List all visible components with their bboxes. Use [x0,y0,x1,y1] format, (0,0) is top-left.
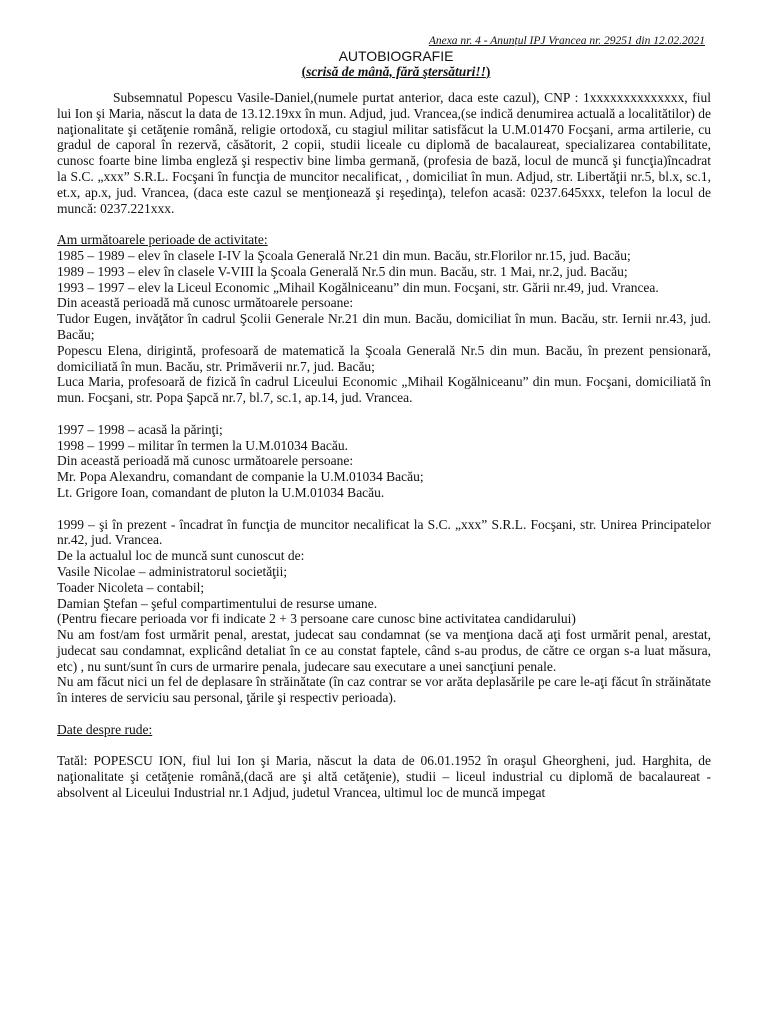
activity-line: Din această perioadă mă cunosc următoarele persoane: [57,295,354,311]
reference-person: Mr. Popa Alexandru, comandant de companie la U.M.01034 Bacău; [57,469,424,485]
activity-line: De la actualul loc de muncă sunt cunoscut de: [57,548,305,564]
spacer [57,406,711,422]
document-subtitle [81,64,711,80]
instruction-note: (Pentru fiecare perioada vor fi indicate 2 + 3 persoane care cunosc bine activitatea candidarului) [57,611,576,627]
activity-line: 1985 – 1989 – elev în clasele I-IV la Şcoala Generală Nr.21 din mun. Bacău, str.Florilor nr.15, jud. Bacău; [57,247,631,263]
annex-reference: Anexa nr. 4 - Anunțul IPJ Vrancea nr. 29251 din 12.02.2021 [428,35,705,47]
spacer [57,216,711,232]
activity-line: 1997 – 1998 – acasă la părinţi; [57,421,223,437]
intro-paragraph: Subsemnatul Popescu Vasile-Daniel,(numele purtat anterior, daca este cazul), CNP : 1xxxxxxxxxxxxxx, fiul lui Ion şi Maria, născut la data de 13.12.19xx în mun. Adjud, jud. Vrancea,(se indică denumirea actuală a localitătilor) de naţionalitate şi cetăţenie română, religie ortodoxă, cu stagiul militar satisfăcut la U.M.01470 Focşani, arma artilerie, cu gradul de caporal în rezervă, căsătorit, 2 copii, studii liceale cu diplomă de bacalaureat, specializarea contabilitate, cunosc foarte bine limba engleză şi respectiv bine limba germană, (profesia de bază, locul de muncă şi funcţia)încadrat la S.C. „xxx” S.R.L. Focşani în funcţia de muncitor necalificat, , domiciliat în mun. Adjud, str. Libertăţii nr.5, bl.x, sc.1, et.x, ap.x, jud. Vrancea, (daca este cazul se menţionează şi reşedinţa), telefon acasă: 0237.645xxx, telefon la locul de muncă: 0237.221xxx. [57,90,711,216]
reference-person: Damian Ştefan – şeful compartimentului de resurse umane. [57,595,378,611]
father-details: Tatăl: POPESCU ION, fiul lui Ion şi Maria, născut la data de 06.01.1952 în oraşul Gheorgheni, jud. Harghita, de naţionalitate şi cetăţenie română,(dacă are şi altă cetăţenie), studii – liceul industrial cu diplomă de bacalaureat - absolvent al Liceului Industrial nr.1 Adjud, judetul Vrancea, ultimul loc de muncă impegat [57,753,711,801]
activity-line: 1998 – 1999 – militar în termen la U.M.01034 Bacău. [57,437,348,453]
subtitle-close-paren: ) [485,64,491,79]
activity-line: 1993 – 1997 – elev la Liceul Economic „Mihail Kogălniceanu” din mun. Focşani, str. Gării nr.49, jud. Vrancea. [57,279,659,295]
reference-person: Toader Nicoleta – contabil; [57,579,205,595]
spacer [57,706,711,722]
reference-person: Lt. Grigore Ioan, comandant de pluton la U.M.01034 Bacău. [57,484,385,500]
criminal-record-statement: Nu am fost/am fost urmărit penal, arestat, judecat sau condamnat (se va menţiona dacă aţi fost urmărit penal, arestat, judecat sau condamnat, explicând detaliat în ce au constat faptele, când s-au produs, de către ce organ s-a luat măsura, etc) , nu sunt/sunt în curs de urmarire penala, judecare sau executare a unei sancţiuni penale. [57,627,711,674]
section-heading-activity: Am următoarele perioade de activitate: [57,232,268,248]
activity-line: 1999 – şi în prezent - încadrat în funcţia de muncitor necalificat la S.C. „xxx” S.R.L. Focşani, str. Unirea Principatelor nr.42, jud. Vrancea. [57,516,711,548]
subtitle-text: scrisă de mână, fără ştersături!! [306,64,486,79]
section-heading-relatives: Date despre rude: [57,721,153,737]
spacer [57,501,711,517]
subtitle-open-paren: ( [301,64,307,79]
travel-statement: Nu am făcut nici un fel de deplasare în străinătate (în caz contrar se vor arăta deplasările pe care le-aţi făcut în străinătate în interes de serviciu sau personal, ţările şi respectiv perioada). [57,674,711,706]
reference-person: Luca Maria, profesoară de fizică în cadrul Liceului Economic „Mihail Kogălniceanu” din mun. Focşani, domiciliată în mun. Focşani, str. Popa Şapcă nr.7, bl.7, sc.1, ap.14, jud. Vrancea. [57,374,711,406]
activity-line: Din această perioadă mă cunosc următoarele persoane: [57,453,354,469]
reference-person: Popescu Elena, dirigintă, profesoară de matematică la Şcoala Generală Nr.5 din mun. Bacău, în prezent pensionară, domiciliată în mun. Bacău, str. Primăverii nr.7, jud. Bacău; [57,342,711,374]
reference-person: Vasile Nicolae – administratorul societăţii; [57,563,288,579]
activity-line: 1989 – 1993 – elev în clasele V-VIII la Şcoala Generală Nr.5 din mun. Bacău, str. 1 Mai, nr.2, jud. Bacău; [57,263,628,279]
spacer [57,738,711,754]
reference-person: Tudor Eugen, invăţător în cadrul Şcolii Generale Nr.21 din mun. Bacău, domiciliat în mun. Bacău, str. Iernii nr.43, jud. Bacău; [57,311,711,342]
document-title: AUTOBIOGRAFIE [338,48,454,64]
